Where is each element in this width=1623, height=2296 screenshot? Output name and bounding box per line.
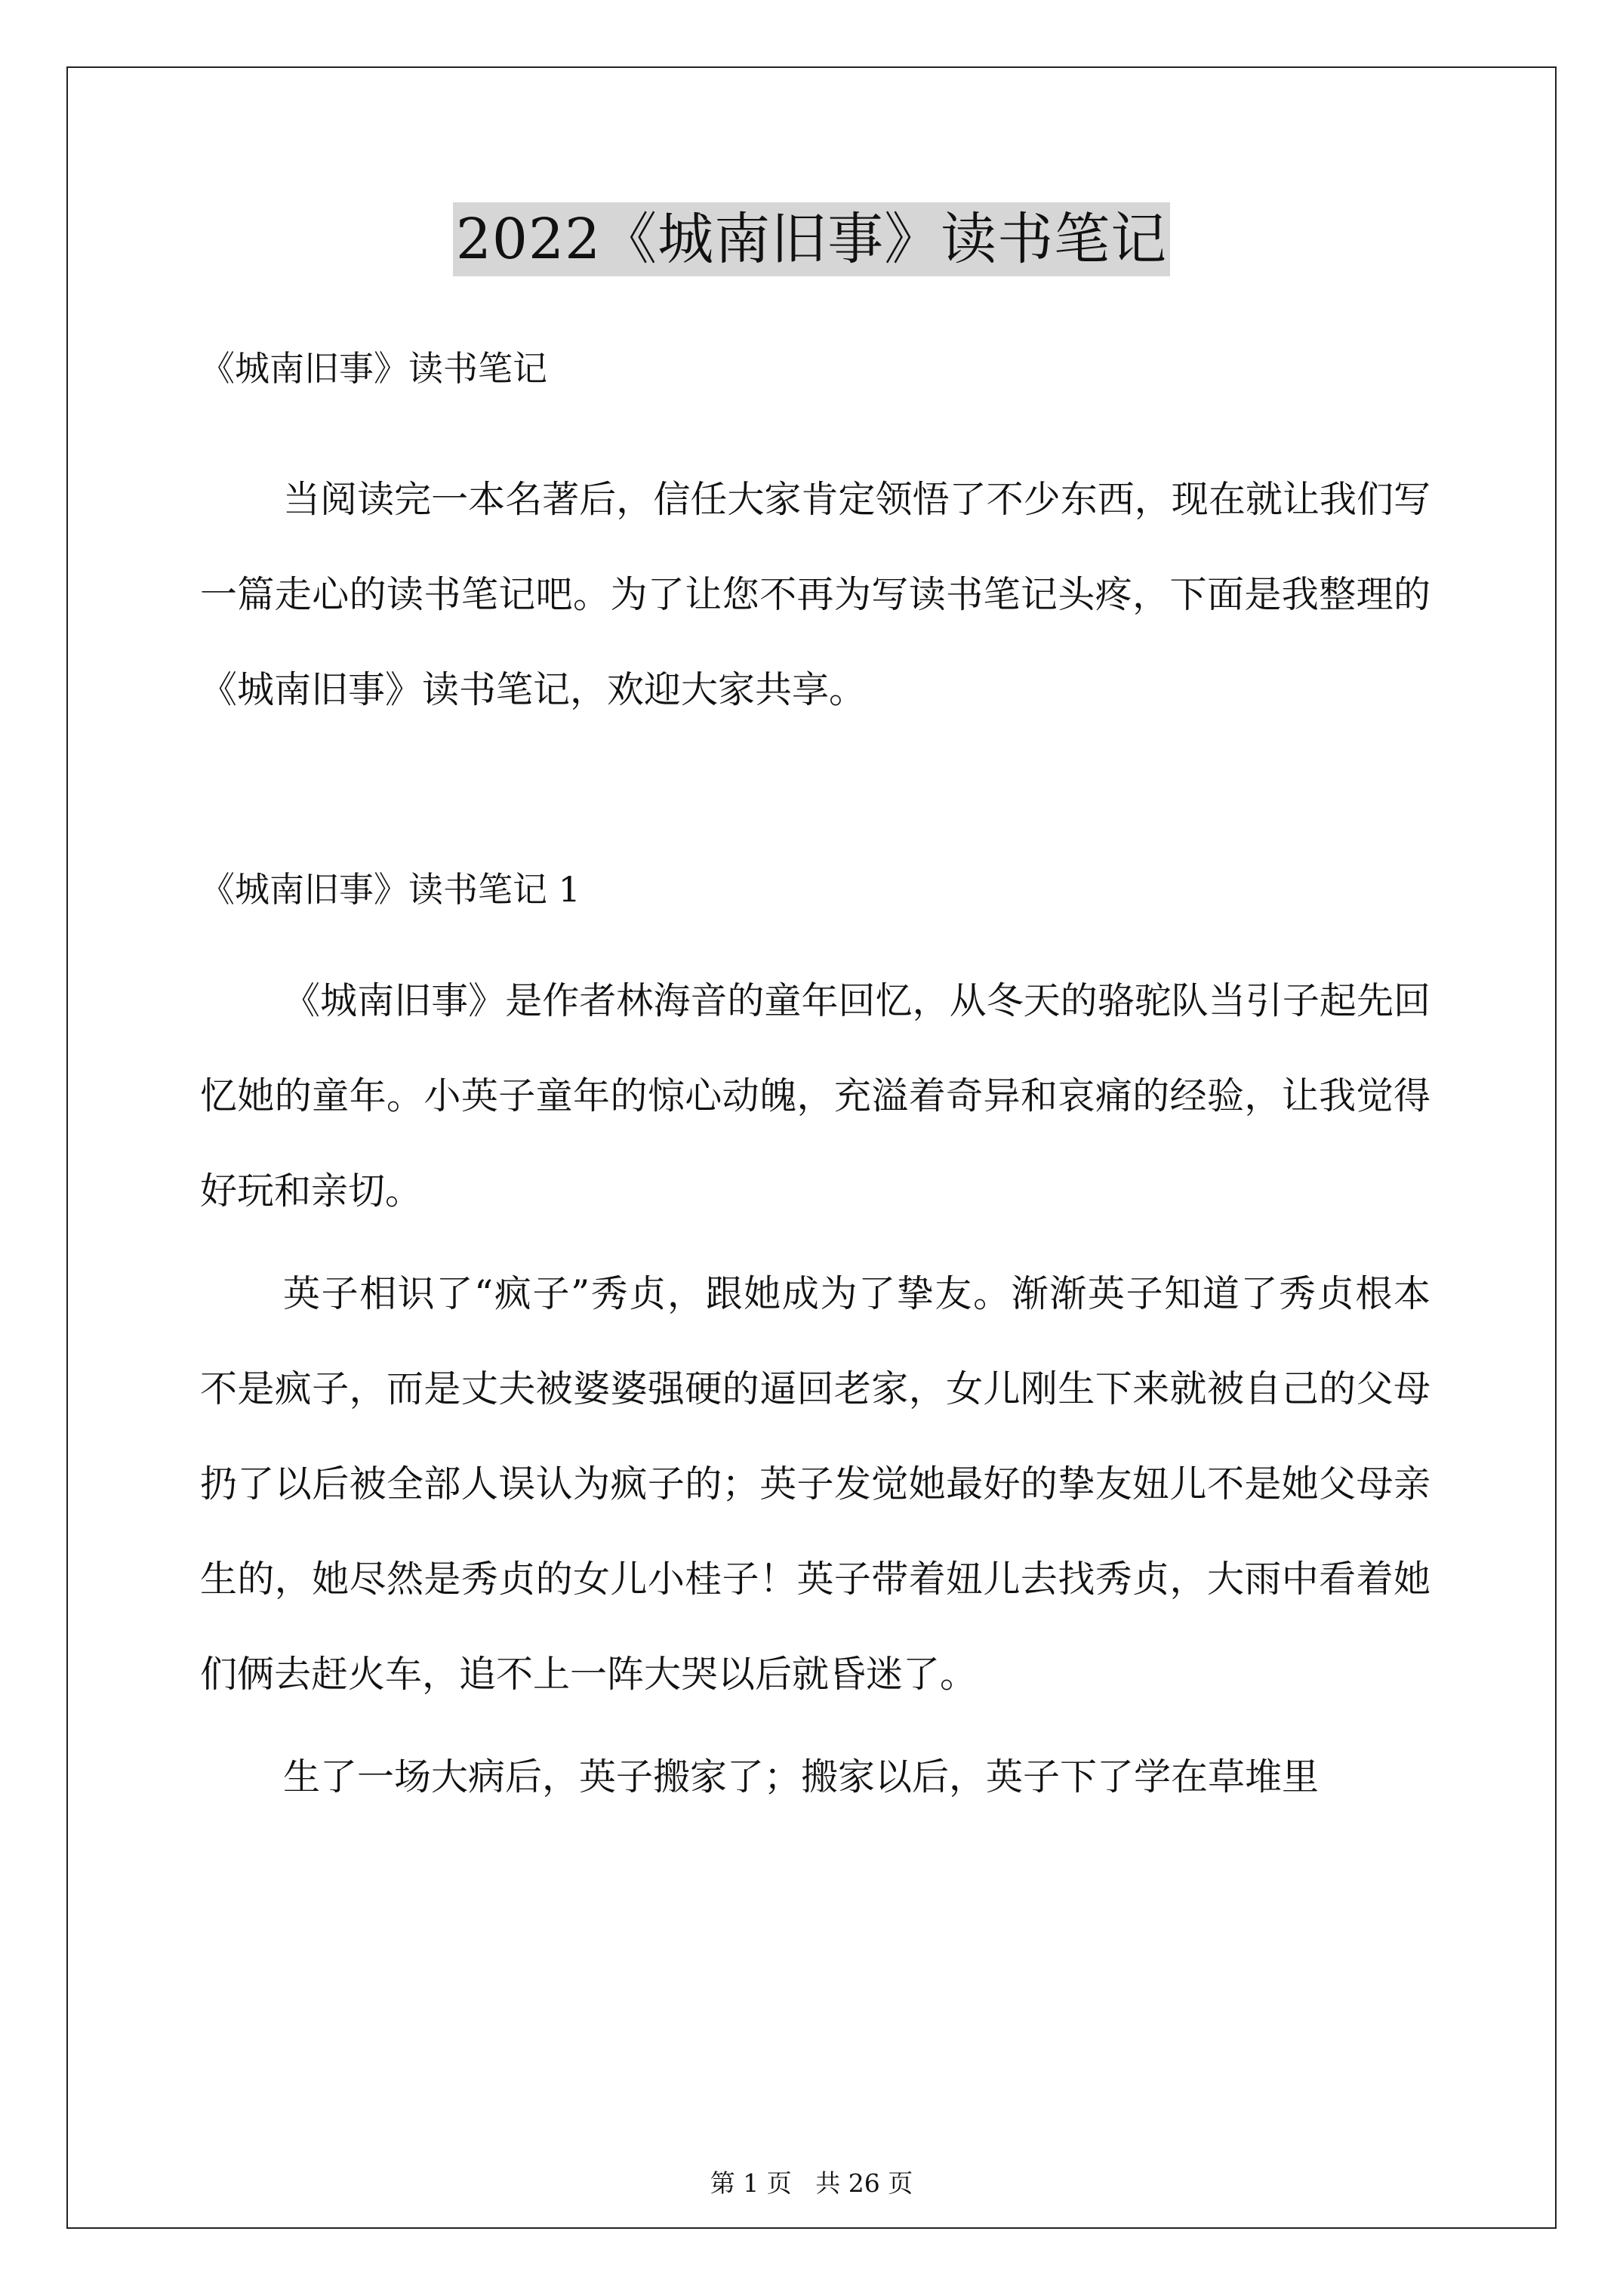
body-paragraph: 英子相识了“疯子”秀贞，跟她成为了挚友。渐渐英子知道了秀贞根本不是疯子，而是丈夫被婆婆强硬的逼回老家，女儿刚生下来就被自己的父母扔了以后被全部人误认为疯子的；英子发觉她最好的挚友妞儿不是她父母亲生的，她尽然是秀贞的女儿小桂子！英子带着妞儿去找秀贞，大雨中看着她们俩去赶火车，追不上一阵大哭以后就昏迷了。 bbox=[200, 1272, 1431, 1696]
page-number-footer: 第 1 页 共 26 页 bbox=[710, 2168, 913, 2198]
intro-heading: 《城南旧事》读书笔记 bbox=[200, 348, 547, 389]
intro-paragraph: 当阅读完一本名著后，信任大家肯定领悟了不少东西，现在就让我们写一篇走心的读书笔记吧。为了让您不再为写读书笔记头疼，下面是我整理的《城南旧事》读书笔记，欢迎大家共享。 bbox=[200, 478, 1431, 711]
document-title: 2022《城南旧事》读书笔记 bbox=[453, 202, 1170, 276]
body-paragraph: 生了一场大病后，英子搬家了；搬家以后，英子下了学在草堆里 bbox=[283, 1755, 1320, 1798]
section-heading-note-1: 《城南旧事》读书笔记 1 bbox=[200, 869, 581, 910]
body-paragraph: 《城南旧事》是作者林海音的童年回忆，从冬天的骆驼队当引子起先回忆她的童年。小英子童年的惊心动魄，充溢着奇异和哀痛的经验，让我觉得好玩和亲切。 bbox=[200, 979, 1431, 1213]
title-container bbox=[0, 202, 1623, 276]
document-body bbox=[200, 344, 1431, 1825]
